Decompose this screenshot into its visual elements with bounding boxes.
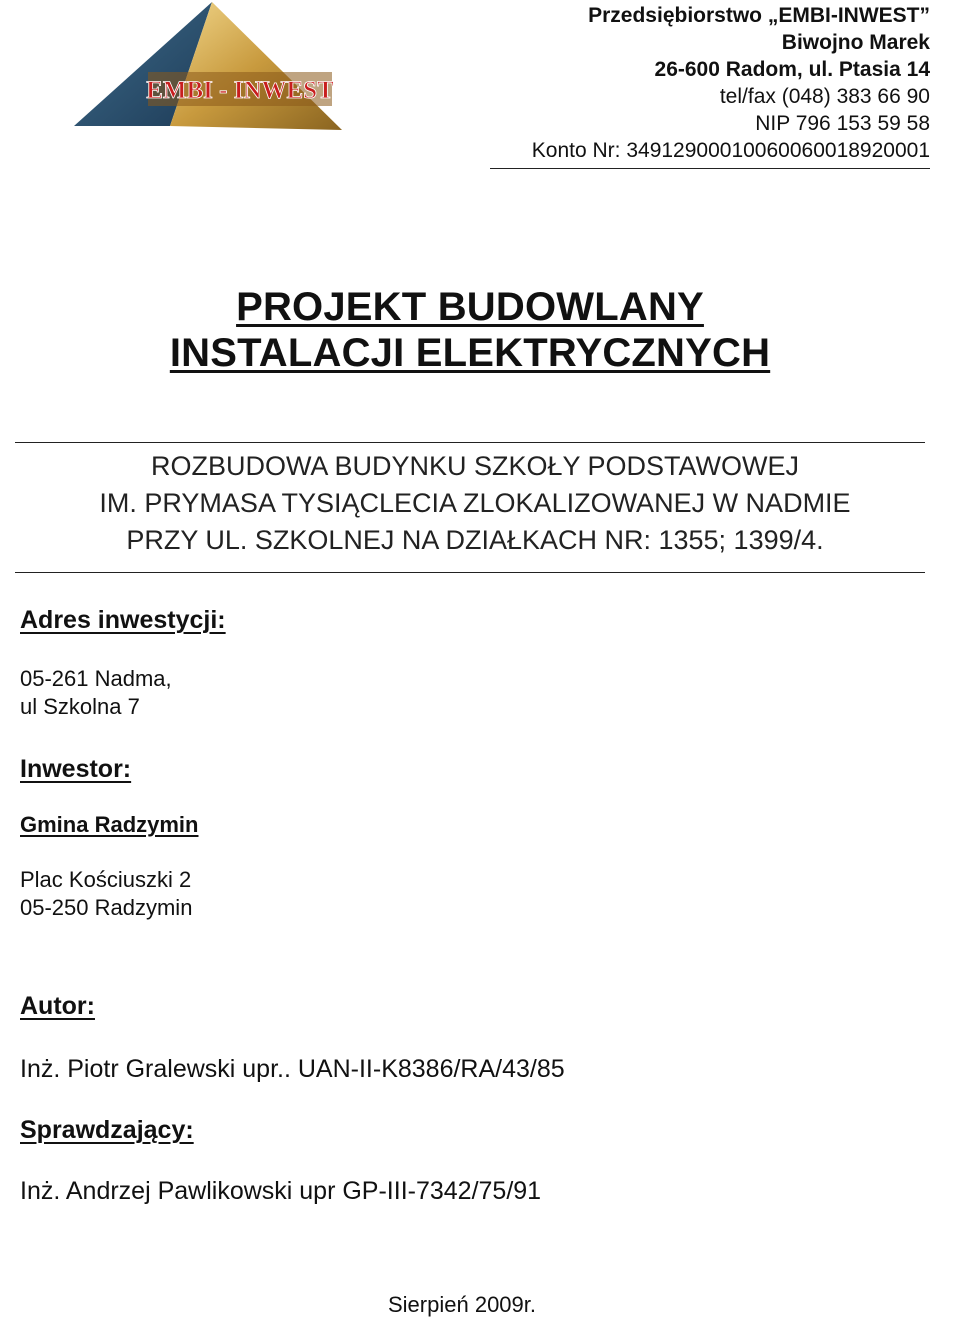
company-owner: Biwojno Marek [781, 31, 930, 54]
company-nip: NIP 796 153 59 58 [755, 112, 930, 135]
subject-line3: PRZY UL. SZKOLNEJ NA DZIAŁKACH NR: 1355; 1399/4. [126, 525, 824, 555]
investor-label: Inwestor: [20, 755, 132, 783]
document-title-line2: INSTALACJI ELEKTRYCZNYCH [169, 331, 771, 375]
subject-line1: ROZBUDOWA BUDYNKU SZKOŁY PODSTAWOWEJ [150, 451, 800, 481]
address-line2: ul Szkolna 7 [20, 694, 140, 719]
checker-label: Sprawdzający: [20, 1116, 194, 1144]
header-divider [490, 168, 930, 169]
address-value [20, 665, 172, 721]
document-date: Sierpień 2009r. [388, 1292, 536, 1317]
subject-bottom-divider [15, 572, 925, 573]
logo-text: EMBI - INWEST [146, 77, 334, 104]
company-address: 26-600 Radom, ul. Ptasia 14 [654, 58, 930, 81]
company-name: Przedsiębiorstwo „EMBI-INWEST” [588, 4, 930, 27]
company-account: Konto Nr: 34912900010060060018920001 [531, 139, 930, 162]
author-label: Autor: [20, 992, 95, 1020]
author-value: Inż. Piotr Gralewski upr.. UAN-II-K8386/RA/43/85 [20, 1055, 565, 1083]
subject-top-divider [15, 442, 925, 443]
investor-address [20, 866, 192, 922]
address-line1: 05-261 Nadma, [20, 666, 172, 691]
company-logo [70, 0, 350, 135]
subject-line2: IM. PRYMASA TYSIĄCLECIA ZLOKALIZOWANEJ W NADMIE [99, 488, 851, 518]
investor-name: Gmina Radzymin [20, 812, 199, 837]
company-phone: tel/fax (048) 383 66 90 [719, 85, 930, 108]
investor-address-line1: Plac Kościuszki 2 [20, 867, 192, 892]
investor-address-line2: 05-250 Radzymin [20, 895, 193, 920]
document-title-line1: PROJEKT BUDOWLANY [236, 285, 704, 329]
address-label: Adres inwestycji: [20, 606, 226, 634]
company-info [532, 2, 930, 164]
checker-value: Inż. Andrzej Pawlikowski upr GP-III-7342/75/91 [20, 1177, 542, 1205]
project-subject [15, 448, 935, 559]
